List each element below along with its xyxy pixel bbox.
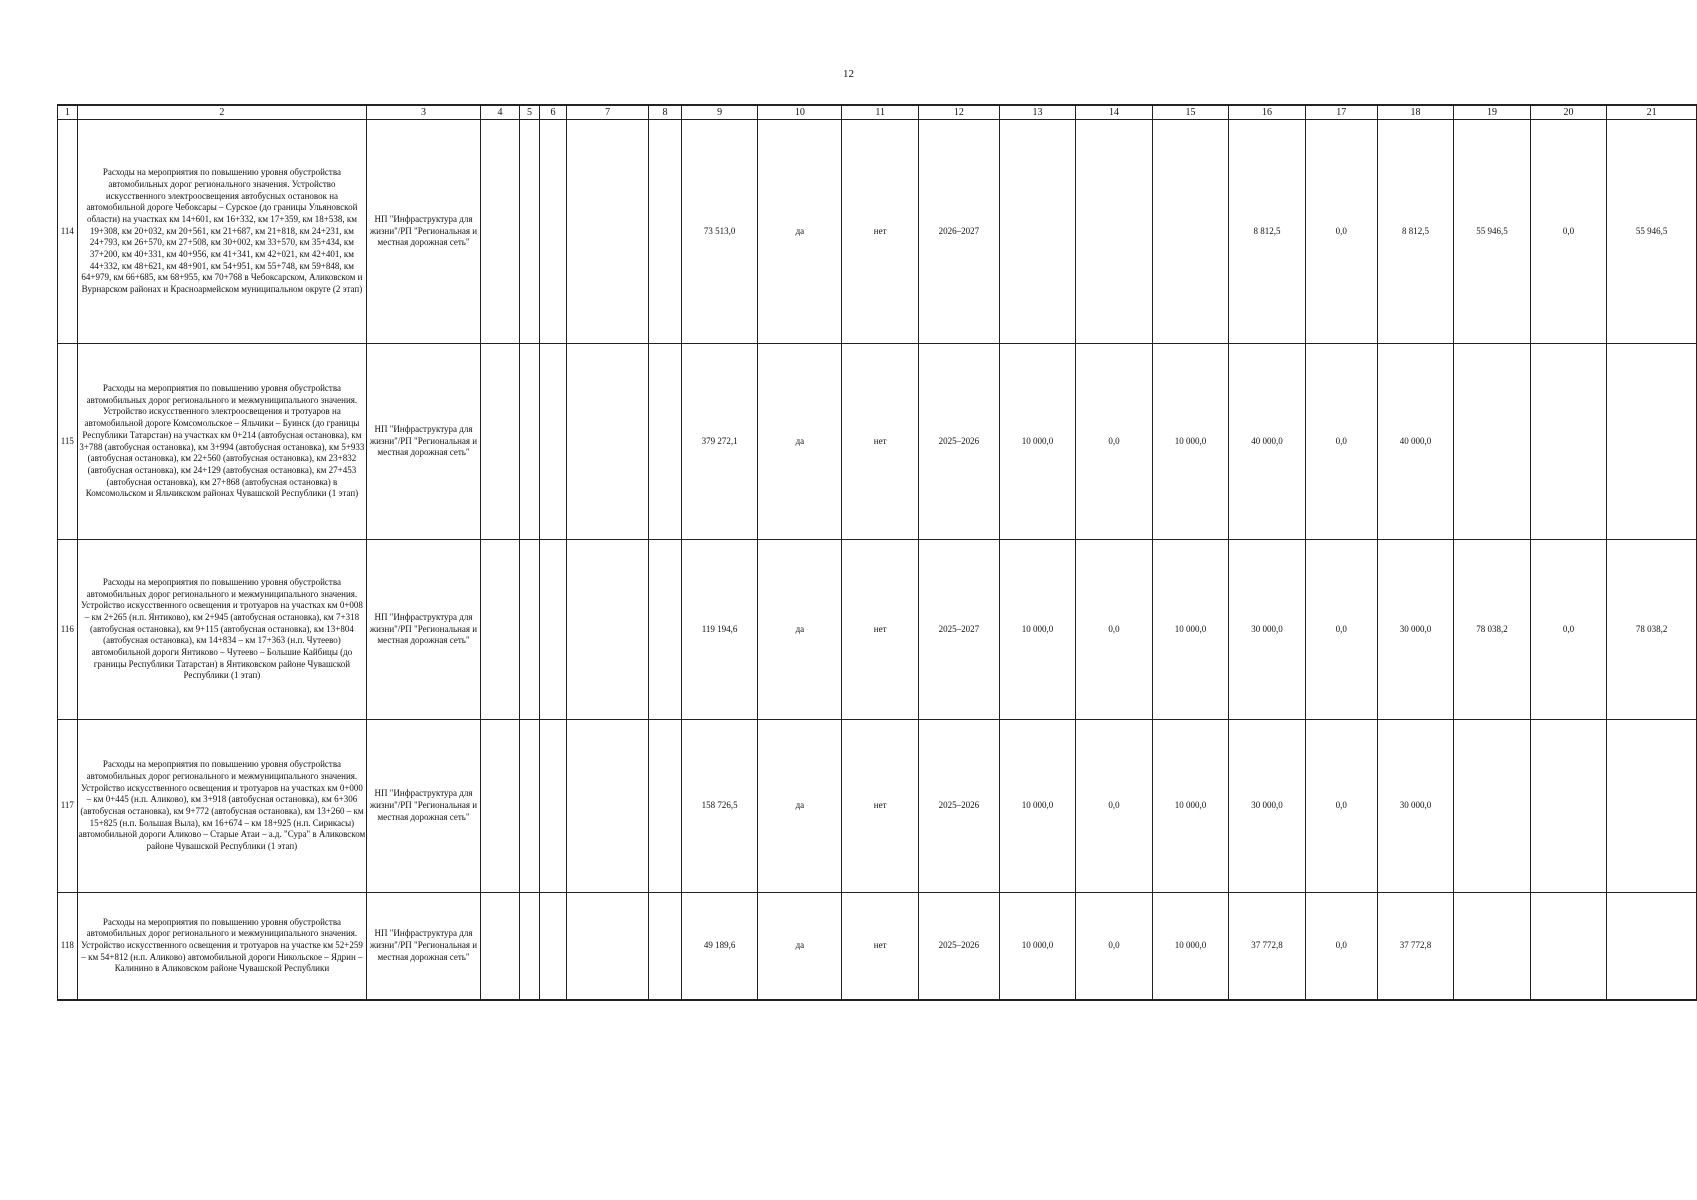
row-number: 117 [58,720,78,893]
row-number: 118 [58,893,78,1000]
col-header-6: 6 [539,105,566,120]
page-number: 12 [843,68,854,80]
row-responsible: НП "Инфраструктура для жизни"/РП "Региональная и местная дорожная сеть" [367,720,481,893]
cell-c5 [520,344,540,540]
row-responsible: НП "Инфраструктура для жизни"/РП "Региональная и местная дорожная сеть" [367,540,481,720]
cell-total-cost: 158 726,5 [681,720,757,893]
cell-total-cost: 73 513,0 [681,120,757,344]
cell-c19 [1454,893,1530,1000]
cell-c20: 0,0 [1530,540,1606,720]
cell-c16: 30 000,0 [1229,720,1305,893]
table-row [58,540,1697,720]
col-header-18: 18 [1377,105,1453,120]
table-row [58,344,1697,540]
cell-c7 [567,120,649,344]
table-row [58,720,1697,893]
cell-c13: 10 000,0 [999,720,1075,893]
row-description: Расходы на мероприятия по повышению уровня обустройства автомобильных дорог регионального и межмуниципального значения. Устройство искусственного электроосвещения и тротуаров на автомобильной дороге Комсомольское – Яльчики – Буинск (до границы Республики Татарстан) на участках км 0+214 (автобусная остановка), км 3+788 (автобусная остановка), км 3+994 (автобусная остановка), км 5+933 (автобусная остановка), км 22+560 (автобусная остановка), км 23+832 (автобусная остановка), км 24+129 (автобусная остановка), км 27+453 (автобусная остановка), км 27+868 (автобусная остановка) в Комсомольском и Яльчикском районах Чувашской Республики (1 этап) [77,344,367,540]
cell-c11: нет [842,540,918,720]
cell-c17: 0,0 [1305,720,1377,893]
cell-c4 [480,344,519,540]
cell-c4 [480,893,519,1000]
row-description: Расходы на мероприятия по повышению уровня обустройства автомобильных дорог регионального и межмуниципального значения. Устройство искусственного освещения и тротуаров на участках км 0+000 – км 0+445 (н.п. Аликово), км 3+918 (автобусная остановка), км 6+306 (автобусная остановка), км 9+772 (автобусная остановка), км 13+260 – км 15+825 (н.п. Большая Выла), км 16+674 – км 18+925 (н.п. Сирикасы) автомобильной дороги Аликово – Старые Атаи – а.д. "Сура" в Аликовском районе Чувашской Республики (1 этап) [77,720,367,893]
col-header-20: 20 [1530,105,1606,120]
cell-c8 [649,344,682,540]
cell-c21 [1607,893,1697,1000]
cell-c10: да [758,893,842,1000]
cell-c5 [520,893,540,1000]
cell-total-cost: 119 194,6 [681,540,757,720]
cell-c20 [1530,720,1606,893]
row-description: Расходы на мероприятия по повышению уровня обустройства автомобильных дорог регионального значения. Устройство искусственного электроосвещения автобусных остановок на автомобильной дороге Чебоксары – Сурское (до границы Ульяновской области) на участках км 14+601, км 16+332, км 17+359, км 18+538, км 19+308, км 20+032, км 20+561, км 21+687, км 21+818, км 24+231, км 24+793, км 26+570, км 27+508, км 30+002, км 33+570, км 35+434, км 37+200, км 40+331, км 40+956, км 41+341, км 42+021, км 42+401, км 44+332, км 48+621, км 48+901, км 54+951, км 55+748, км 59+848, км 64+979, км 66+685, км 68+955, км 70+768 в Чебоксарском, Аликовском и Вурнарском районах и Красноармейском муниципальном округе (2 этап) [77,120,367,344]
col-header-1: 1 [58,105,78,120]
row-responsible: НП "Инфраструктура для жизни"/РП "Региональная и местная дорожная сеть" [367,344,481,540]
cell-c10: да [758,720,842,893]
cell-c4 [480,120,519,344]
cell-c21: 78 038,2 [1607,540,1697,720]
cell-c6 [539,344,566,540]
cell-c15: 10 000,0 [1152,720,1228,893]
row-responsible: НП "Инфраструктура для жизни"/РП "Региональная и местная дорожная сеть" [367,120,481,344]
cell-c19: 55 946,5 [1454,120,1530,344]
col-header-7: 7 [567,105,649,120]
cell-c5 [520,540,540,720]
cell-c5 [520,720,540,893]
cell-c11: нет [842,720,918,893]
cell-c6 [539,120,566,344]
cell-c19: 78 038,2 [1454,540,1530,720]
row-number: 115 [58,344,78,540]
cell-c4 [480,720,519,893]
cell-c14: 0,0 [1076,540,1152,720]
row-description: Расходы на мероприятия по повышению уровня обустройства автомобильных дорог регионального и межмуниципального значения. Устройство искусственного освещения и тротуаров на участках км 0+008 – км 2+265 (н.п. Янтиково), км 2+945 (автобусная остановка), км 7+318 (автобусная остановка), км 9+115 (автобусная остановка), км 13+804 (автобусная остановка), км 14+834 – км 17+363 (н.п. Чутеево) автомобильной дороги Янтиково – Чутеево – Большие Кайбицы (до границы Республики Татарстан) в Янтиковском районе Чувашской Республики (1 этап) [77,540,367,720]
cell-c14: 0,0 [1076,344,1152,540]
cell-c7 [567,344,649,540]
cell-c7 [567,720,649,893]
cell-c15: 10 000,0 [1152,540,1228,720]
cell-c8 [649,720,682,893]
cell-c8 [649,540,682,720]
col-header-9: 9 [681,105,757,120]
col-header-4: 4 [480,105,519,120]
budget-table [57,104,1697,1001]
cell-c10: да [758,120,842,344]
cell-c18: 37 772,8 [1377,893,1453,1000]
cell-c15: 10 000,0 [1152,893,1228,1000]
cell-c13 [999,120,1075,344]
cell-c13: 10 000,0 [999,344,1075,540]
cell-c20: 0,0 [1530,120,1606,344]
col-header-19: 19 [1454,105,1530,120]
cell-c5 [520,120,540,344]
col-header-17: 17 [1305,105,1377,120]
cell-c10: да [758,540,842,720]
cell-c8 [649,120,682,344]
row-responsible: НП "Инфраструктура для жизни"/РП "Региональная и местная дорожная сеть" [367,893,481,1000]
cell-c7 [567,893,649,1000]
cell-c13: 10 000,0 [999,540,1075,720]
col-header-8: 8 [649,105,682,120]
cell-c16: 37 772,8 [1229,893,1305,1000]
cell-c18: 8 812,5 [1377,120,1453,344]
cell-c17: 0,0 [1305,540,1377,720]
col-header-10: 10 [758,105,842,120]
cell-c6 [539,893,566,1000]
col-header-21: 21 [1607,105,1697,120]
column-number-row [58,105,1697,120]
col-header-12: 12 [918,105,999,120]
cell-c10: да [758,344,842,540]
cell-c20 [1530,344,1606,540]
cell-c11: нет [842,344,918,540]
cell-c13: 10 000,0 [999,893,1075,1000]
row-number: 116 [58,540,78,720]
cell-c16: 30 000,0 [1229,540,1305,720]
cell-period: 2026–2027 [918,120,999,344]
row-description: Расходы на мероприятия по повышению уровня обустройства автомобильных дорог регионального и межмуниципального значения. Устройство искусственного освещения и тротуаров на участке км 52+259 – км 54+812 (н.п. Аликово) автомобильной дороги Никольское – Ядрин – Калинино в Аликовском районе Чувашской Республики [77,893,367,1000]
cell-c15 [1152,120,1228,344]
cell-c20 [1530,893,1606,1000]
table-row [58,120,1697,344]
cell-c4 [480,540,519,720]
col-header-15: 15 [1152,105,1228,120]
col-header-14: 14 [1076,105,1152,120]
cell-period: 2025–2026 [918,893,999,1000]
cell-c14: 0,0 [1076,893,1152,1000]
cell-total-cost: 49 189,6 [681,893,757,1000]
cell-c7 [567,540,649,720]
col-header-2: 2 [77,105,367,120]
cell-c17: 0,0 [1305,893,1377,1000]
cell-c17: 0,0 [1305,120,1377,344]
cell-c17: 0,0 [1305,344,1377,540]
cell-c15: 10 000,0 [1152,344,1228,540]
cell-c14: 0,0 [1076,720,1152,893]
row-number: 114 [58,120,78,344]
cell-c19 [1454,720,1530,893]
cell-c21: 55 946,5 [1607,120,1697,344]
cell-c18: 30 000,0 [1377,540,1453,720]
cell-c18: 30 000,0 [1377,720,1453,893]
col-header-13: 13 [999,105,1075,120]
cell-c21 [1607,720,1697,893]
cell-c18: 40 000,0 [1377,344,1453,540]
cell-c11: нет [842,120,918,344]
col-header-3: 3 [367,105,481,120]
cell-c8 [649,893,682,1000]
col-header-5: 5 [520,105,540,120]
cell-period: 2025–2026 [918,344,999,540]
cell-c19 [1454,344,1530,540]
cell-c21 [1607,344,1697,540]
cell-c16: 8 812,5 [1229,120,1305,344]
cell-c16: 40 000,0 [1229,344,1305,540]
cell-c14 [1076,120,1152,344]
cell-period: 2025–2026 [918,720,999,893]
table-row [58,893,1697,1000]
col-header-11: 11 [842,105,918,120]
cell-c11: нет [842,893,918,1000]
cell-c6 [539,540,566,720]
col-header-16: 16 [1229,105,1305,120]
cell-period: 2025–2027 [918,540,999,720]
cell-c6 [539,720,566,893]
cell-total-cost: 379 272,1 [681,344,757,540]
